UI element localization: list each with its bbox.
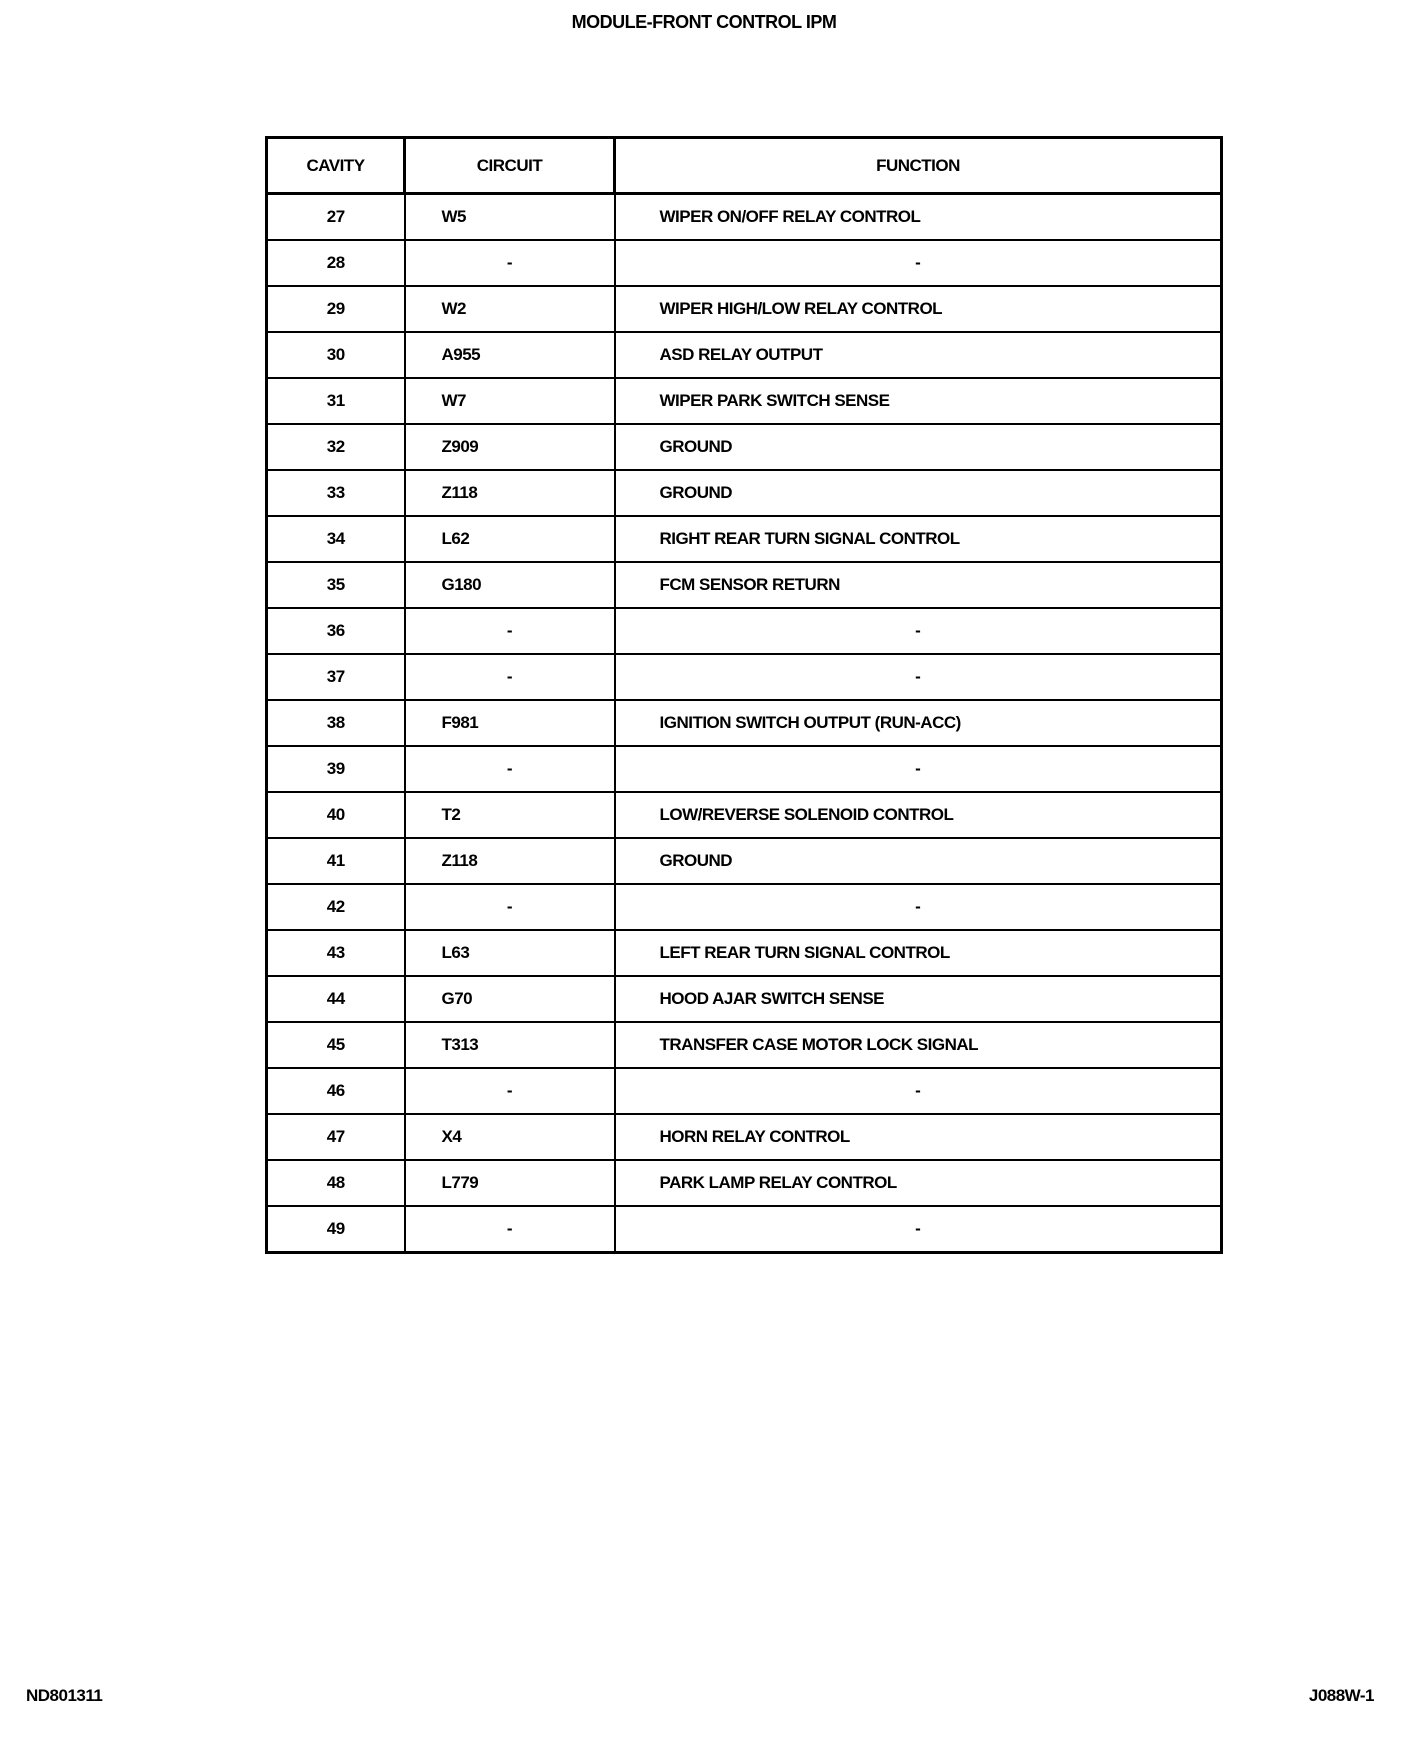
cavity-cell: 44 bbox=[267, 976, 405, 1022]
cavity-cell: 43 bbox=[267, 930, 405, 976]
cavity-cell: 36 bbox=[267, 608, 405, 654]
cavity-cell: 27 bbox=[267, 194, 405, 241]
function-cell: GROUND bbox=[615, 838, 1222, 884]
function-cell: LEFT REAR TURN SIGNAL CONTROL bbox=[615, 930, 1222, 976]
circuit-cell: A955 bbox=[405, 332, 615, 378]
table-row bbox=[267, 1068, 1222, 1114]
function-cell: - bbox=[615, 1068, 1222, 1114]
figure-id-right: J088W-1 bbox=[1308, 1686, 1374, 1705]
cavity-cell: 42 bbox=[267, 884, 405, 930]
cavity-cell: 33 bbox=[267, 470, 405, 516]
cavity-cell: 49 bbox=[267, 1206, 405, 1253]
table-row bbox=[267, 1206, 1222, 1253]
cavity-cell: 29 bbox=[267, 286, 405, 332]
table-header-row bbox=[267, 138, 1222, 194]
figure-id-left: ND801311 bbox=[26, 1686, 103, 1705]
function-cell: HOOD AJAR SWITCH SENSE bbox=[615, 976, 1222, 1022]
circuit-cell: W7 bbox=[405, 378, 615, 424]
function-cell: - bbox=[615, 746, 1222, 792]
table-row bbox=[267, 746, 1222, 792]
table-row bbox=[267, 470, 1222, 516]
function-cell: TRANSFER CASE MOTOR LOCK SIGNAL bbox=[615, 1022, 1222, 1068]
table-row bbox=[267, 700, 1222, 746]
circuit-cell: G70 bbox=[405, 976, 615, 1022]
function-cell: RIGHT REAR TURN SIGNAL CONTROL bbox=[615, 516, 1222, 562]
table-body bbox=[267, 194, 1222, 1253]
circuit-cell: - bbox=[405, 1068, 615, 1114]
header-function: FUNCTION bbox=[615, 138, 1222, 194]
circuit-cell: T313 bbox=[405, 1022, 615, 1068]
table-row bbox=[267, 378, 1222, 424]
cavity-cell: 48 bbox=[267, 1160, 405, 1206]
circuit-cell: L62 bbox=[405, 516, 615, 562]
cavity-cell: 45 bbox=[267, 1022, 405, 1068]
connector-pinout-table bbox=[265, 136, 1223, 1254]
table-row bbox=[267, 654, 1222, 700]
cavity-cell: 39 bbox=[267, 746, 405, 792]
circuit-cell: L63 bbox=[405, 930, 615, 976]
circuit-cell: Z118 bbox=[405, 838, 615, 884]
table-row bbox=[267, 516, 1222, 562]
circuit-cell: - bbox=[405, 746, 615, 792]
function-cell: GROUND bbox=[615, 470, 1222, 516]
header-cavity: CAVITY bbox=[267, 138, 405, 194]
document-title: MODULE-FRONT CONTROL IPM bbox=[571, 12, 837, 32]
table-row bbox=[267, 792, 1222, 838]
circuit-cell: W5 bbox=[405, 194, 615, 241]
table-row bbox=[267, 608, 1222, 654]
cavity-cell: 40 bbox=[267, 792, 405, 838]
circuit-cell: - bbox=[405, 240, 615, 286]
table-row bbox=[267, 194, 1222, 241]
cavity-cell: 38 bbox=[267, 700, 405, 746]
table-row bbox=[267, 332, 1222, 378]
table-row bbox=[267, 1022, 1222, 1068]
function-cell: - bbox=[615, 654, 1222, 700]
circuit-cell: F981 bbox=[405, 700, 615, 746]
table-row bbox=[267, 286, 1222, 332]
function-cell: - bbox=[615, 1206, 1222, 1253]
function-cell: FCM SENSOR RETURN bbox=[615, 562, 1222, 608]
header-circuit: CIRCUIT bbox=[405, 138, 615, 194]
table-row bbox=[267, 1114, 1222, 1160]
cavity-cell: 28 bbox=[267, 240, 405, 286]
table-row bbox=[267, 424, 1222, 470]
cavity-cell: 35 bbox=[267, 562, 405, 608]
function-cell: PARK LAMP RELAY CONTROL bbox=[615, 1160, 1222, 1206]
circuit-cell: - bbox=[405, 654, 615, 700]
table-row bbox=[267, 240, 1222, 286]
circuit-cell: Z118 bbox=[405, 470, 615, 516]
circuit-cell: - bbox=[405, 884, 615, 930]
circuit-cell: Z909 bbox=[405, 424, 615, 470]
function-cell: IGNITION SWITCH OUTPUT (RUN-ACC) bbox=[615, 700, 1222, 746]
circuit-cell: W2 bbox=[405, 286, 615, 332]
cavity-cell: 37 bbox=[267, 654, 405, 700]
table-row bbox=[267, 562, 1222, 608]
function-cell: - bbox=[615, 884, 1222, 930]
circuit-cell: G180 bbox=[405, 562, 615, 608]
function-cell: WIPER ON/OFF RELAY CONTROL bbox=[615, 194, 1222, 241]
table-row bbox=[267, 930, 1222, 976]
circuit-cell: - bbox=[405, 608, 615, 654]
function-cell: - bbox=[615, 240, 1222, 286]
circuit-cell: T2 bbox=[405, 792, 615, 838]
function-cell: HORN RELAY CONTROL bbox=[615, 1114, 1222, 1160]
cavity-cell: 34 bbox=[267, 516, 405, 562]
function-cell: WIPER HIGH/LOW RELAY CONTROL bbox=[615, 286, 1222, 332]
table-row bbox=[267, 838, 1222, 884]
table-row bbox=[267, 976, 1222, 1022]
function-cell: LOW/REVERSE SOLENOID CONTROL bbox=[615, 792, 1222, 838]
table-row bbox=[267, 1160, 1222, 1206]
function-cell: ASD RELAY OUTPUT bbox=[615, 332, 1222, 378]
cavity-cell: 41 bbox=[267, 838, 405, 884]
table-row bbox=[267, 884, 1222, 930]
cavity-cell: 30 bbox=[267, 332, 405, 378]
function-cell: WIPER PARK SWITCH SENSE bbox=[615, 378, 1222, 424]
function-cell: - bbox=[615, 608, 1222, 654]
circuit-cell: - bbox=[405, 1206, 615, 1253]
circuit-cell: L779 bbox=[405, 1160, 615, 1206]
circuit-cell: X4 bbox=[405, 1114, 615, 1160]
cavity-cell: 31 bbox=[267, 378, 405, 424]
cavity-cell: 32 bbox=[267, 424, 405, 470]
cavity-cell: 47 bbox=[267, 1114, 405, 1160]
function-cell: GROUND bbox=[615, 424, 1222, 470]
cavity-cell: 46 bbox=[267, 1068, 405, 1114]
